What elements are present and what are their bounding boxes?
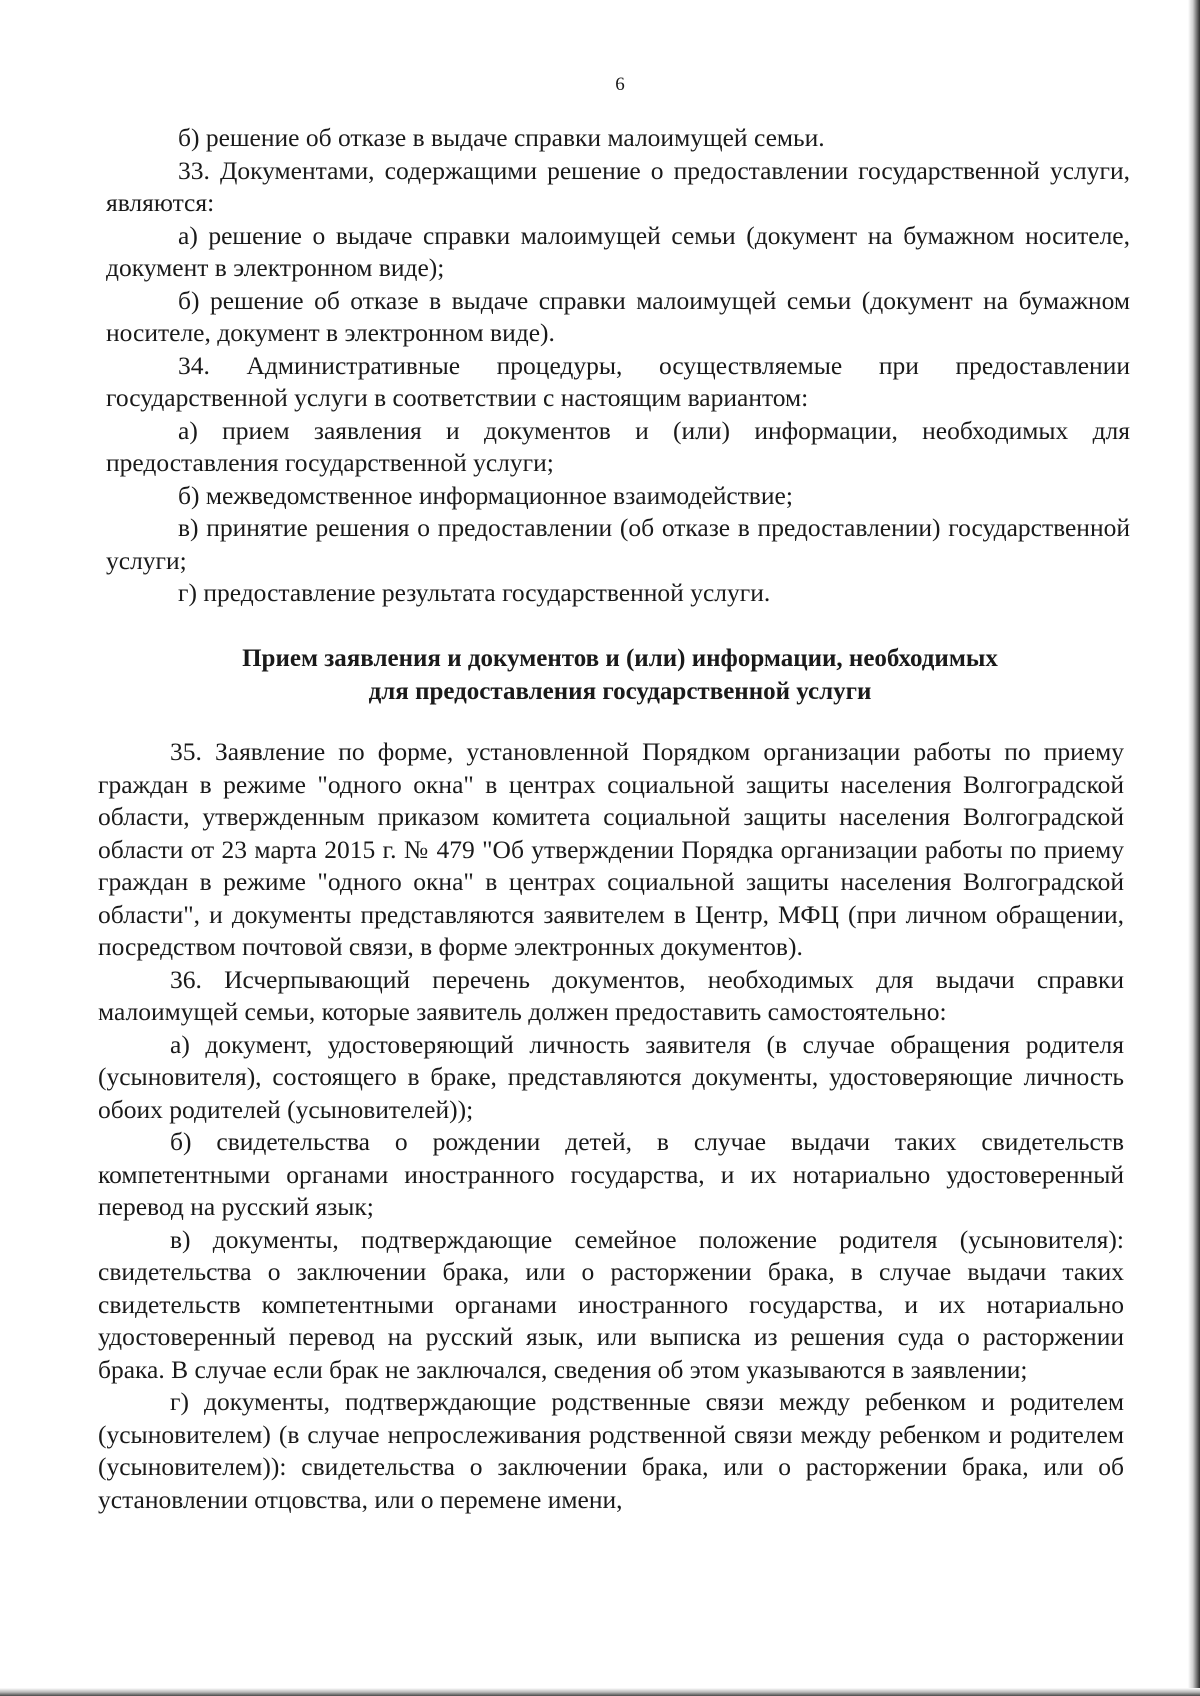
section-heading [96, 642, 1144, 708]
paragraph-item-34: 34. Административные процедуры, осуществляемые при предоставлении государственной услуги в соответствии с настоящим вариантом: [106, 350, 1130, 412]
scan-edge-shadow [1188, 0, 1200, 1696]
page-number: 6 [615, 74, 625, 95]
paragraph: б) свидетельства о рождении детей, в случае выдачи таких свидетельств компетентными органами иностранного государства, и их нотариально удостоверенный перевод на русский язык; [98, 1127, 1124, 1221]
paragraph: в) документы, подтверждающие семейное положение родителя (усыновителя): свидетельства о заключении брака, или о расторжении брака, в случае выдачи таких свидетельств компетентными органами иностранного государства, и их нотариально удостоверенный перевод на русский язык, или выписка из решения суда о расторжении брака. В случае если брак не заключался, сведения об этом указываются в заявлении; [98, 1224, 1124, 1384]
paragraph-item-33: 33. Документами, содержащими решение о предоставлении государственной услуги, являются: [106, 155, 1130, 217]
paragraph-item-35: 35. Заявление по форме, установленной Порядком организации работы по приему граждан в режиме "одного окна" в центрах социальной защиты населения Волгоградской области, утвержденным приказом комитета социальной защиты населения Волгоградской области от 23 марта 2015 г. № 479 "Об утверждении Порядка организации работы по приему граждан в режиме "одного окна" в центрах социальной защиты населения Волгоградской области", и документы представляются заявителем в Центр, МФЦ (при личном обращении, посредством почтовой связи, в форме электронных документов). [98, 737, 1124, 961]
paragraph: б) решение об отказе в выдаче справки малоимущей семьи (документ на бумажном носителе, документ в электронном виде). [106, 285, 1130, 347]
paragraph: а) документ, удостоверяющий личность заявителя (в случае обращения родителя (усыновителя), состоящего в браке, представляются документы, удостоверяющие личность обоих родителей (усыновителей)); [98, 1029, 1124, 1124]
paragraph: г) документы, подтверждающие родственные связи между ребенком и родителем (усыновителем) (в случае непрослеживания родственной связи между ребенком и родителем (усыновителем)): свидетельства о заключении брака, или о расторжении брака, или об установлении отцовства, или о перемене имени, [98, 1387, 1124, 1514]
text-block-bottom [98, 736, 1124, 1516]
paragraph: б) межведомственное информационное взаимодействие; [178, 480, 793, 510]
text-block-top [106, 122, 1130, 610]
paragraph: б) решение об отказе в выдаче справки малоимущей семьи. [178, 123, 825, 152]
section-heading-line: Прием заявления и документов и (или) информации, необходимых [242, 645, 998, 672]
paragraph: г) предоставление результата государственной услуги. [178, 578, 771, 607]
scan-bottom-shadow [0, 1688, 1200, 1696]
paragraph: а) решение о выдаче справки малоимущей семьи (документ на бумажном носителе, документ в электронном виде); [106, 220, 1130, 282]
paragraph: в) принятие решения о предоставлении (об отказе в предоставлении) государственной услуги; [106, 513, 1130, 575]
paragraph: а) прием заявления и документов и (или) информации, необходимых для предоставления государственной услуги; [106, 415, 1130, 477]
paragraph-item-36: 36. Исчерпывающий перечень документов, необходимых для выдачи справки малоимущей семьи, которые заявитель должен предоставить самостоятельно: [98, 964, 1124, 1026]
section-heading-line: для предоставления государственной услуги [368, 678, 872, 705]
